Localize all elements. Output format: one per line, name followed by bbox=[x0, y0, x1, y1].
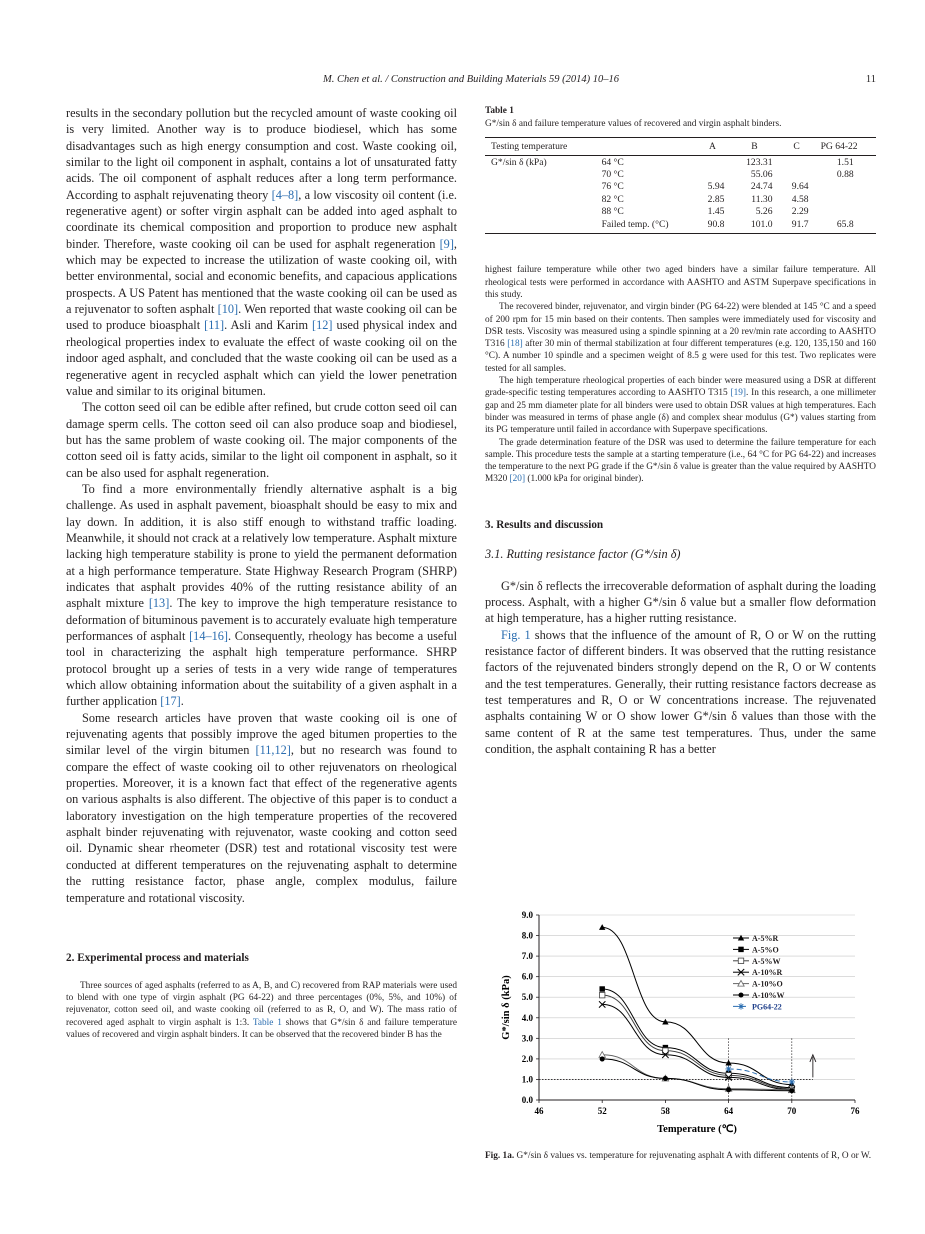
figure-label: Fig. 1a. bbox=[485, 1151, 515, 1161]
table-cell bbox=[485, 181, 596, 193]
data-point-a-5-w bbox=[599, 992, 604, 997]
figure-link[interactable]: Fig. 1 bbox=[501, 627, 531, 642]
citation-link[interactable]: [19] bbox=[730, 388, 747, 399]
table-cell bbox=[485, 193, 596, 205]
table-cell: 64 °C bbox=[601, 156, 624, 168]
y-tick-label: 4.0 bbox=[521, 1012, 533, 1023]
legend-label: PG64-22 bbox=[752, 1002, 782, 1012]
citation-link[interactable]: [17] bbox=[160, 694, 181, 709]
paragraph: Some research articles have proven that waste cooking oil is one of rejuvenating agents that possibly improve the aged bitumen properties to the similar level of the virgin bitumen [11,12], but no research was found to compare the effect of waste cooking oil to other rejuvenators on rheological properties. Moreover, it is a known fact that effect of the regenerative agents on various asphalts is also different. The objective of this paper is to conduct a laboratory investigation on the high temperature properties of the recovered asphalt binder rejuvenating with rejuvenator, waste cooking and cotton seed oil. Dynamic shear rheometer (DSR) test and rotational viscosity test were conducted at different temperatures on the rejuvenating asphalt to determine the rutting resistance factor, phase angle, complex modulus, failure temperature and rotational viscosity. bbox=[66, 710, 457, 905]
citation-link[interactable]: [12] bbox=[312, 318, 333, 333]
citation-link[interactable]: [11] bbox=[204, 318, 225, 333]
table-header-cell: Testing temperature bbox=[485, 138, 596, 156]
legend-marker bbox=[738, 992, 743, 997]
legend-label: A-10%W bbox=[752, 991, 785, 1000]
paragraph: The recovered binder, rejuvenator, and virgin binder (PG 64-22) were blended at 145 °C and a speed of 200 rpm for 15 min based on their contents. Then samples were immediately used for viscosity and DSR tests. Viscosity was measured using a spindle spinning at a 20 rev/min rate according to AASHTO T316 [18] after 30 min of thermal stabilization at four different temperatures (e.g. 120, 135,150 and 160 °C). A number 10 spindle and a specimen weight of 8.5 g were used for this test. Two replicates were tested for all samples. bbox=[485, 302, 876, 374]
table-cell: 11.30 bbox=[751, 193, 773, 205]
x-tick-label: 58 bbox=[660, 1106, 670, 1116]
table-cell: 88 °C bbox=[601, 206, 624, 218]
table-cell: 101.0 bbox=[730, 218, 778, 234]
table-row bbox=[485, 218, 876, 234]
table-cell bbox=[779, 168, 815, 180]
running-header bbox=[66, 74, 876, 85]
paragraph: The high temperature rheological properties of each binder were measured using a DSR at different grade-specific testing temperatures according to AASHTO T315 [19]. In this research, a one millimeter gap and 25 mm diameter plate for all binders were used to obtain DSR values at high temperatures. Each binder was measured in terms of phase angle (δ) and complex shear modulus (G*) values starting from its PG temperature until failed in accordance with Superpave specifications. bbox=[485, 376, 876, 436]
table-cell: 4.58 bbox=[791, 193, 809, 205]
section-heading: 2. Experimental process and materials bbox=[66, 951, 249, 964]
y-tick-label: 1.0 bbox=[521, 1074, 533, 1085]
x-axis-label: Temperature (℃) bbox=[657, 1124, 737, 1135]
table-row bbox=[485, 156, 876, 169]
y-tick-label: 3.0 bbox=[521, 1033, 533, 1044]
table-cell bbox=[485, 206, 596, 218]
y-tick-label: 7.0 bbox=[521, 951, 533, 962]
table-link[interactable]: Table 1 bbox=[252, 1017, 282, 1028]
table-row bbox=[485, 206, 876, 218]
section-heading: 3. Results and discussion bbox=[485, 518, 604, 531]
legend-marker bbox=[738, 947, 743, 952]
y-tick-label: 2.0 bbox=[521, 1053, 533, 1064]
y-tick-label: 8.0 bbox=[521, 930, 533, 941]
table-cell: 1.51 bbox=[836, 156, 854, 168]
paragraph: The cotton seed oil can be edible after refined, but crude cotton seed oil can damage sperm cells. The cotton seed oil can also produce soap and biodiesel, but has the same problem of waste cooking oil. The major components of the cotton seed oil is fatty acids, similar to the light oil component in asphalt, so it can be also used for asphalt regeneration. bbox=[66, 400, 457, 480]
table-caption bbox=[485, 105, 876, 131]
table-cell: 82 °C bbox=[601, 193, 624, 205]
table-cell: 76 °C bbox=[601, 181, 624, 193]
table-cell: 5.94 bbox=[707, 181, 725, 193]
table-cell: 1.45 bbox=[707, 206, 725, 218]
legend-label: A-5%R bbox=[752, 934, 779, 943]
table-cell: 65.8 bbox=[815, 218, 876, 234]
table-cell: 123.31 bbox=[746, 156, 773, 168]
table-row bbox=[485, 181, 876, 193]
legend-label: A-5%W bbox=[752, 956, 781, 966]
table-cell bbox=[815, 206, 876, 218]
citation-link[interactable]: [14–16] bbox=[189, 629, 229, 643]
table-row bbox=[485, 168, 876, 180]
journal-citation: M. Chen et al. / Construction and Building Materials 59 (2014) 10–16 bbox=[322, 74, 620, 85]
paragraph: highest failure temperature while other two aged binders have a similar failure temperature. All rheological tests were performed in accordance with AASHTO and ASTM Superpave specifications in this study. bbox=[485, 265, 876, 300]
table-cell: 2.85 bbox=[707, 193, 725, 205]
page-number: 11 bbox=[865, 74, 876, 85]
y-tick-label: 9.0 bbox=[521, 910, 533, 920]
table-header-cell: C bbox=[779, 138, 815, 156]
series-line-a-10-w bbox=[602, 1059, 792, 1091]
table-label: Table 1 bbox=[485, 106, 514, 116]
citation-link[interactable]: [10] bbox=[217, 302, 239, 317]
table-cell bbox=[815, 193, 876, 205]
subsection-heading: 3.1. Rutting resistance factor (G*/sin δ) bbox=[485, 546, 681, 561]
table-header-cell: B bbox=[730, 138, 778, 156]
table-cell: 24.74 bbox=[750, 181, 773, 193]
y-tick-label: 0.0 bbox=[521, 1095, 533, 1105]
citation-link[interactable]: [9] bbox=[439, 236, 454, 251]
citation-link[interactable]: [18] bbox=[507, 339, 523, 350]
paragraph: G*/sin δ reflects the irrecoverable deformation of asphalt during the loading process. Asphalt, with a higher G*/sin δ value but a smaller flow deformation at high temperature, has a higher rutting resistance. bbox=[485, 578, 876, 626]
table-cell: 0.88 bbox=[836, 169, 854, 181]
figure-caption bbox=[485, 1150, 876, 1163]
citation-link[interactable]: [11,12] bbox=[255, 743, 291, 758]
x-tick-label: 70 bbox=[787, 1106, 797, 1116]
figure-caption-text: G*/sin δ values vs. temperature for rejuvenating asphalt A with different contents of R, O or W. bbox=[514, 1151, 872, 1161]
table-cell: 91.7 bbox=[779, 218, 815, 234]
x-tick-label: 52 bbox=[597, 1106, 607, 1116]
y-tick-label: 5.0 bbox=[521, 992, 533, 1003]
table-cell: 55.06 bbox=[750, 169, 773, 181]
x-tick-label: 76 bbox=[850, 1106, 860, 1116]
legend-label: A-10%O bbox=[752, 979, 783, 989]
table-cell bbox=[694, 156, 730, 169]
table-cell bbox=[694, 168, 730, 180]
legend-label: A-5%O bbox=[752, 945, 779, 955]
y-axis-label: G*/sin δ (kPa) bbox=[501, 975, 512, 1040]
table-cell: 9.64 bbox=[791, 181, 809, 193]
legend-marker bbox=[738, 958, 743, 963]
data-point-a-10-w bbox=[726, 1087, 731, 1092]
citation-link[interactable]: [4–8] bbox=[271, 187, 299, 202]
table-cell: 90.8 bbox=[694, 218, 730, 234]
legend-label: A-10%R bbox=[752, 968, 783, 978]
table-cell: 70 °C bbox=[601, 169, 624, 181]
table-row bbox=[485, 193, 876, 205]
paragraph: Fig. 1 shows that the influence of the amount of R, O or W on the rutting resistance factor of different binders. It was observed that the rutting resistance factors of the rejuvenated binders strongly depend on the R, O or W contents and the test temperatures. Generally, their rutting resistance factors decrease as test temperatures and R, O or W concentrations increase. The rejuvenated asphalts containing W or O show lower G*/sin δ values than those with the same content of R at the same test temperatures. Thus, under the same condition, the asphalt containing R has a better bbox=[485, 627, 877, 757]
data-point-a-10-w bbox=[789, 1088, 794, 1093]
table-cell bbox=[779, 156, 815, 169]
table-cell bbox=[815, 181, 876, 193]
table-cell: G*/sin δ (kPa) bbox=[491, 156, 547, 168]
data-point-a-5-o bbox=[599, 986, 604, 991]
paragraph: results in the secondary pollution but the recycled amount of waste cooking oil is very limited. Another way is to produce biodiesel, which has some disadvantages such as high energy consumption and cost. Waste cooking oil, similar to the light oil component in asphalt, contains a lot of unsaturated fatty acids. The oil component of asphalt reduces after a long term performance. According to asphalt rejuvenating theory [4–8], a low viscosity oil content (i.e. regenerative agent) or softer virgin asphalt can be added into aged asphalt to coordinate its chemical composition and proportion to produce new asphalt binder. Therefore, waste cooking oil can be used for asphalt regeneration [9], which may be expected to increase the utilization of waste cooking oil, with better environmental, social and economic benefits, and capacious applications prospects. A US Patent has mentioned that the waste cooking oil can be used as a rejuvenator to soften asphalt [10]. Wen reported that waste cooking oil can be used to produce bioasphalt [11]. Asli and Karim [12] used physical index and rheological properties index to evaluate the effect of waste cooking oil on the indoor aged asphalt, and concluded that the waste cooking oil can be used as a regenerative agent in recycled asphalt which can yield the lower penetration value and similar to its original bitumen. bbox=[66, 106, 457, 398]
paragraph: Three sources of aged asphalts (referred to as A, B, and C) recovered from RAP materials were used to blend with one type of virgin asphalt (PG 64-22) and three percentages (0%, 5%, and 10%) of rejuvenator, cotton seed oil, and waste cooking oil (referred to as R, O, and W). The mass ratio of recovered aged asphalt to virgin asphalt is 1:3. Table 1 shows that G*/sin δ and failure temperature values of recovered and virgin asphalt binders. It can be observed that the recovered binder B has the bbox=[66, 980, 457, 1041]
left-column bbox=[66, 105, 457, 1041]
paragraph: To find a more environmentally friendly alternative asphalt is a big challenge. As used in asphalt pavement, bioasphalt should be easy to mix and lay down. In addition, it is also stiff enough to withstand traffic loading. Meanwhile, it should not crack at a relatively low temperature. Asphalt mixture lacking high temperature stability is prone to yield the permanent deformation at a high performance temperature. State Highway Research Program (SHRP) indicates that asphalt provides 40% of the rutting resistance ability of an asphalt mixture [13]. The key to improve the high temperature resistance to deformation of bituminous pavement is to accurately evaluate high temperature performances of asphalt [14–16]. Consequently, rheology has become a useful tool in characterizing the asphalt high temperature performance. SHRP protocol brought up a series of tests in a very wide range of temperatures which allow obtaining information about the suitability of a given asphalt in a further application [17]. bbox=[66, 481, 457, 709]
table-header-cell: PG 64-22 bbox=[815, 138, 876, 156]
x-tick-label: 46 bbox=[534, 1106, 544, 1116]
table-caption-text: G*/sin δ and failure temperature values of recovered and virgin asphalt binders. bbox=[485, 119, 782, 129]
x-tick-label: 64 bbox=[724, 1106, 734, 1116]
paragraph: The grade determination feature of the DSR was used to determine the failure temperature for each sample. This procedure tests the sample at a starting temperature (i.e., 64 °C for PG 64-22) and increases the temperature to the next PG grade if the G*/sin δ value is greater than the value required by AASHTO M320 [20] (1.000 kPa for original binder). bbox=[485, 437, 876, 485]
citation-link[interactable]: [13] bbox=[148, 596, 170, 611]
legend-marker bbox=[738, 1003, 744, 1009]
right-column bbox=[485, 105, 876, 757]
data-point-a-10-w bbox=[600, 1056, 605, 1061]
table-cell: 2.29 bbox=[791, 206, 809, 218]
table-header-cell: A bbox=[694, 138, 730, 156]
y-tick-label: 6.0 bbox=[521, 971, 533, 982]
table-cell bbox=[485, 218, 596, 234]
table-cell bbox=[485, 168, 596, 180]
table-cell: 5.26 bbox=[755, 206, 773, 218]
table-cell: Failed temp. (°C) bbox=[596, 218, 695, 234]
figure-1a-chart bbox=[485, 907, 876, 1147]
citation-link[interactable]: [20] bbox=[509, 474, 526, 485]
data-point-a-10-w bbox=[663, 1076, 668, 1081]
table-header-cell bbox=[596, 138, 695, 156]
data-table bbox=[485, 137, 876, 234]
